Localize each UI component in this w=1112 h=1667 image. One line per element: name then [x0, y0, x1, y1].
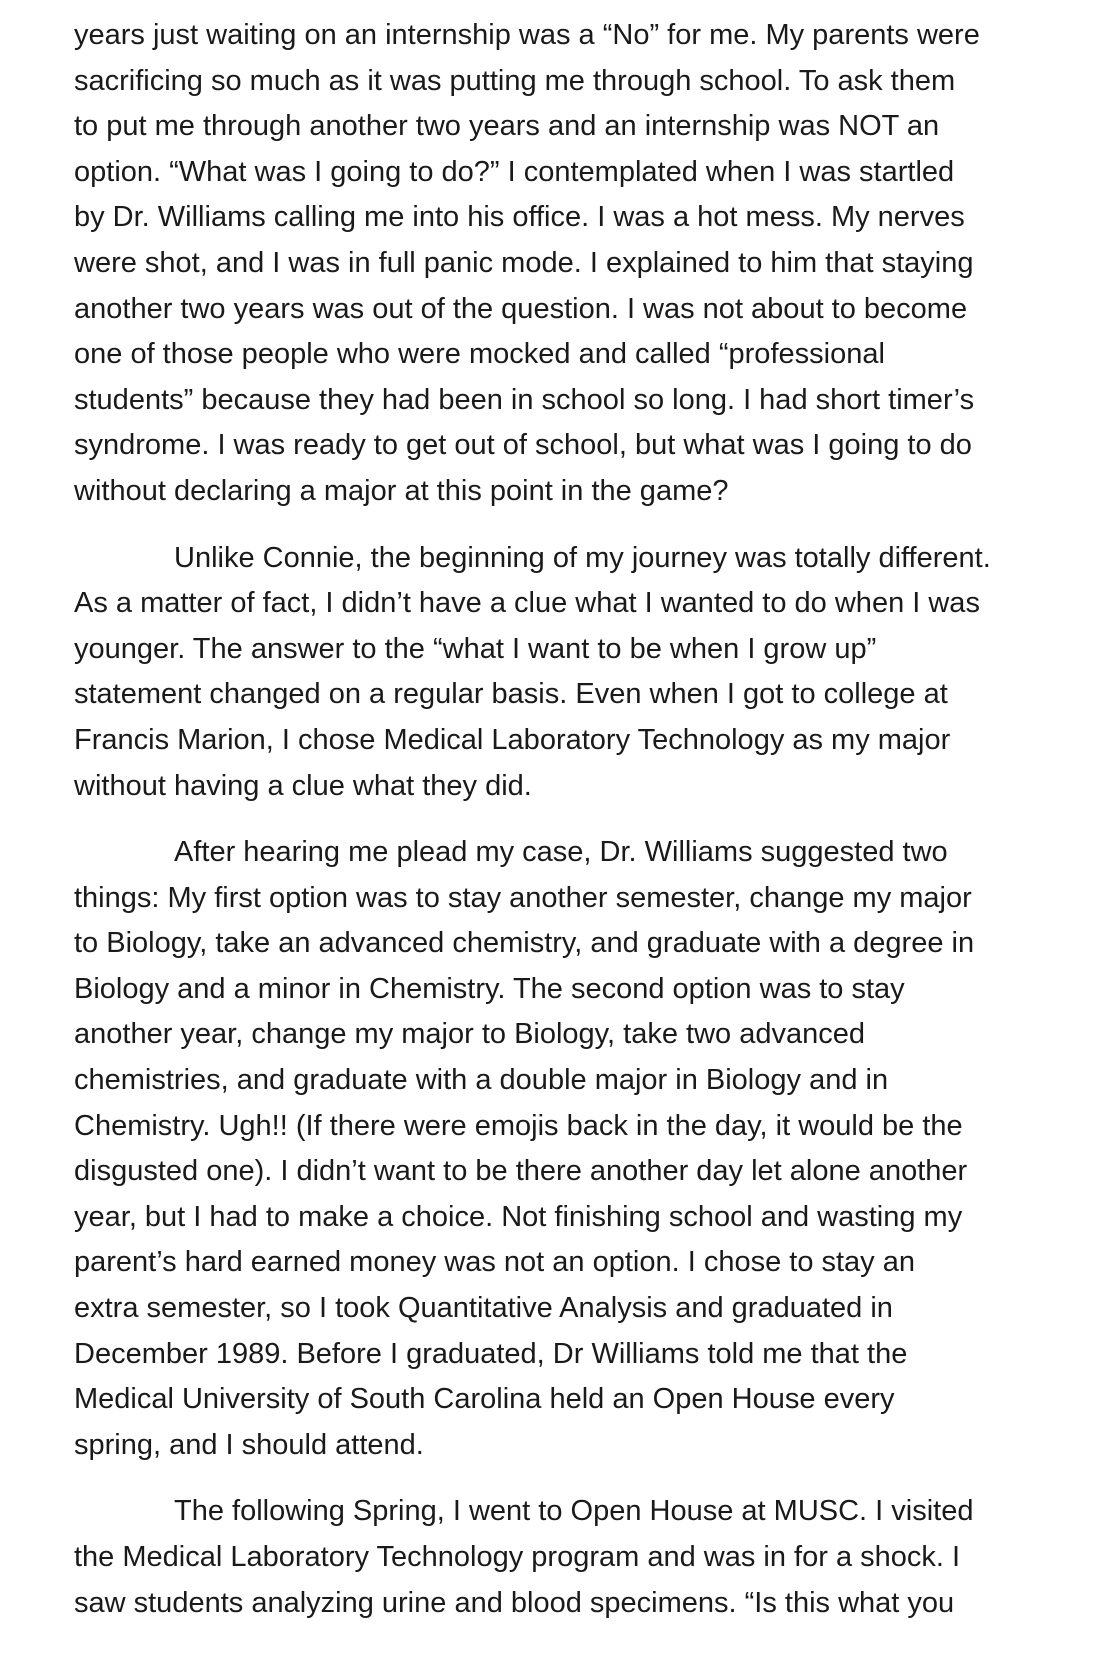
- text-line: statement changed on a regular basis. Even when I got to college at: [74, 678, 948, 711]
- text-line: saw students analyzing urine and blood specimens. “Is this what you: [74, 1586, 955, 1619]
- paragraph-2: [74, 536, 1054, 810]
- text-line: another two years was out of the question. I was not about to become: [74, 292, 968, 325]
- text-line: extra semester, so I took Quantitative Analysis and graduated in: [74, 1292, 893, 1325]
- paragraph-3: [74, 830, 1054, 1468]
- text-line: students” because they had been in school so long. I had short timer’s: [74, 383, 975, 416]
- text-line: the Medical Laboratory Technology program and was in for a shock. I: [74, 1541, 961, 1573]
- text-line-indented: After hearing me plead my case, Dr. Williams suggested two: [174, 836, 948, 869]
- document-page: [74, 13, 1054, 1626]
- paragraph-4: [74, 1489, 1054, 1626]
- text-line: without having a clue what they did.: [74, 769, 532, 802]
- text-line: spring, and I should attend.: [74, 1428, 424, 1461]
- text-line: Biology and a minor in Chemistry. The second option was to stay: [74, 972, 905, 1005]
- text-line: by Dr. Williams calling me into his office. I was a hot mess. My nerves: [74, 201, 965, 234]
- text-line: As a matter of fact, I didn’t have a clue what I wanted to do when I was: [74, 587, 980, 620]
- text-line: syndrome. I was ready to get out of school, but what was I going to do: [74, 429, 972, 462]
- text-line: to put me through another two years and an internship was NOT an: [74, 110, 940, 143]
- text-line-indented: The following Spring, I went to Open House at MUSC. I visited: [174, 1495, 974, 1528]
- text-line: without declaring a major at this point in the game?: [74, 474, 729, 507]
- text-line: disgusted one). I didn’t want to be there another day let alone another: [74, 1155, 968, 1188]
- text-line: chemistries, and graduate with a double major in Biology and in: [74, 1064, 889, 1097]
- text-line: sacrificing so much as it was putting me through school. To ask them: [74, 64, 956, 97]
- text-line: another year, change my major to Biology, take two advanced: [74, 1018, 865, 1051]
- text-line: years just waiting on an internship was a “No” for me. My parents were: [74, 19, 980, 51]
- text-line: Chemistry. Ugh!! (If there were emojis back in the day, it would be the: [74, 1109, 963, 1142]
- text-line: year, but I had to make a choice. Not finishing school and wasting my: [74, 1200, 963, 1233]
- text-line: one of those people who were mocked and called “professional: [74, 338, 885, 371]
- text-line: younger. The answer to the “what I want to be when I grow up”: [74, 632, 877, 665]
- text-line: option. “What was I going to do?” I contemplated when I was startled: [74, 155, 955, 188]
- text-line: Francis Marion, I chose Medical Laboratory Technology as my major: [74, 723, 951, 756]
- text-line: December 1989. Before I graduated, Dr Williams told me that the: [74, 1337, 908, 1370]
- text-line: parent’s hard earned money was not an option. I chose to stay an: [74, 1246, 915, 1279]
- text-line-indented: Unlike Connie, the beginning of my journey was totally different.: [174, 541, 991, 574]
- text-line: to Biology, take an advanced chemistry, and graduate with a degree in: [74, 927, 975, 960]
- text-line: were shot, and I was in full panic mode. I explained to him that staying: [74, 246, 974, 279]
- paragraph-1: [74, 13, 1054, 515]
- text-line: Medical University of South Carolina held an Open House every: [74, 1383, 895, 1416]
- text-line: things: My first option was to stay another semester, change my major: [74, 881, 972, 914]
